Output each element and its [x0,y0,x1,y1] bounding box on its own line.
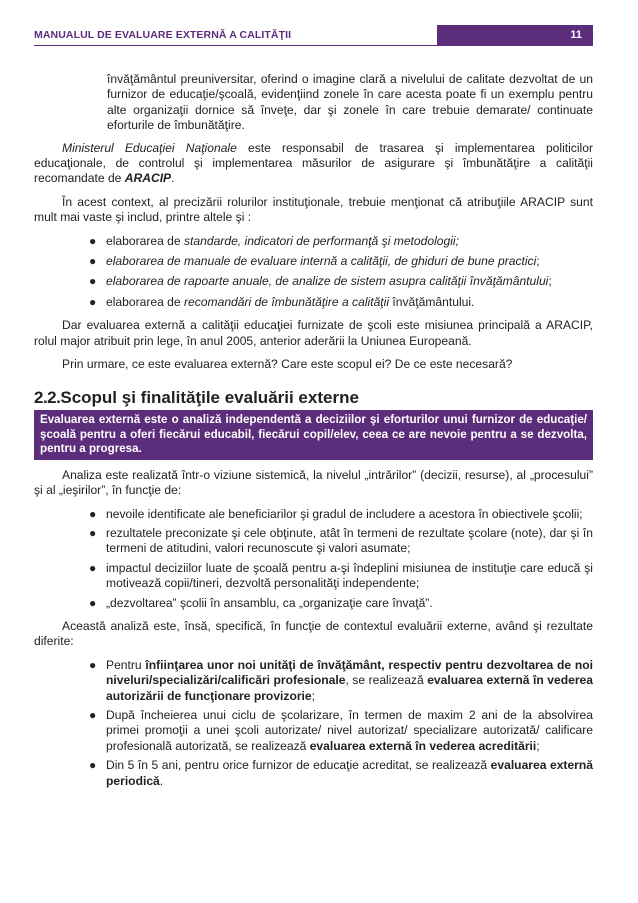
list-item: ● impactul deciziilor luate de şcoală pentru a-şi îndeplini misiunea de instituţie care educă şi motivează copii/tineri, dezvoltă personalităţi independente; [89,560,593,591]
list-item: ● Pentru înfiinţarea unor noi unităţi de învăţământ, respectiv pentru dezvoltarea de noi niveluri/specializări/calificări profesionale, se realizează evaluarea externă în vederea autorizării de funcţionare provizorie; [89,657,594,703]
paragraph-text: este responsabil de trasarea şi implementarea politicilor educaţionale, de controlul şi implementarea măsurilor de asigurare şi îmbunătăţire a calităţii recomandate de [34,140,593,186]
page-content [34,72,593,797]
list-item: ● Din 5 în 5 ani, pentru orice furnizor de educaţie acreditat, se realizează evaluarea externă periodică. [89,758,593,788]
ministry-name: Ministerul Educaţiei Naţionale [62,140,237,155]
paragraph-analysis: Analiza este realizată într-o viziune sistemică, la nivelul „intrărilor” (decizii, resurse), al „procesului” şi al „ieşirilor”, în funcţie de: [34,467,593,498]
section-heading [34,387,593,407]
paragraph-specific: Această analiză este, însă, specifică, în funcţie de contextul evaluării externe, având şi rezultate diferite: [34,618,593,649]
definition-box: Evaluarea externă este o analiză independentă a deciziilor şi eforturilor unui furnizor de educaţie/ şcoală pentru a oferi fiecărui educabil, fiecărui copil/elev, ceea ce are nevoie pentru a se dezvolta, pentru a progresa. [34,410,593,460]
paragraph-ministry [34,141,593,187]
paragraph-context: În acest context, al precizării rolurilor instituţionale, trebuie menţionat că atribuţiile ARACIP sunt mult mai vaste şi includ, printre altele şi : [34,194,593,225]
aracip-name: ARACIP [124,171,172,186]
list-item: ● După încheierea unui ciclu de şcolarizare, în termen de maxim 2 ani de la absolvirea primei promoţii a unei şcoli autorizate/ nivel autorizat/ specializare autorizată/ calificare profesională autorizată, se realizează evaluarea externă în vederea acreditării; [89,707,593,753]
continuation-paragraph: învăţământul preuniversitar, oferind o imagine clară a nivelului de calitate dezvoltat de un furnizor de educaţie/şcoală, evidenţiind zonele în care acesta poate fi un exemplu pentru alte organizaţii dornice să înveţe, dar şi zonele în care trebuie demarate/ continuate eforturile de îmbunătăţire. [107,72,593,133]
list-item: ● elaborarea de rapoarte anuale, de analize de sistem asupra calităţii învăţământului; [89,274,552,289]
evaluation-types-list [34,658,593,789]
list-item: ● rezultatele preconizate şi cele obţinute, atât în termeni de rezultate şcolare (note), dar şi în termeni de atitudini, valori recunoscute şi valori asumate; [89,525,593,556]
list-item: ● elaborarea de standarde, indicatori de performanţă şi metodologii; [89,233,459,248]
list-item: ● elaborarea de manuale de evaluare internă a calităţii, de ghiduri de bune practici; [89,254,540,269]
section-number: 2.2. [34,387,61,407]
page-header [34,25,593,46]
section-title: Scopul şi finalităţile evaluării externe [60,387,359,407]
aracip-duties-list [34,234,593,311]
list-item: ● nevoile identificate ale beneficiarilor şi gradul de includere a acestora în obiectivele şcolii; [89,506,583,521]
page-number: 11 [437,25,593,46]
list-item: ● „dezvoltarea” şcolii în ansamblu, ca „organizaţie care învaţă”. [89,595,433,610]
paragraph-mission: Dar evaluarea externă a calităţii educaţiei furnizate de şcoli este misiunea principală a ARACIP, rolul major atribuit prin lege, în anul 2005, anterior aderării la Uniunea Europeană. [34,318,593,348]
analysis-criteria-list [34,507,593,611]
paragraph-questions: Prin urmare, ce este evaluarea externă? Care este scopul ei? De ce este necesară? [62,357,513,372]
header-title: MANUALUL DE EVALUARE EXTERNĂ A CALITĂŢII [34,29,292,41]
list-item: ● elaborarea de recomandări de îmbunătăţire a calităţii învăţământului. [89,294,475,309]
paragraph-end: . [171,171,175,186]
